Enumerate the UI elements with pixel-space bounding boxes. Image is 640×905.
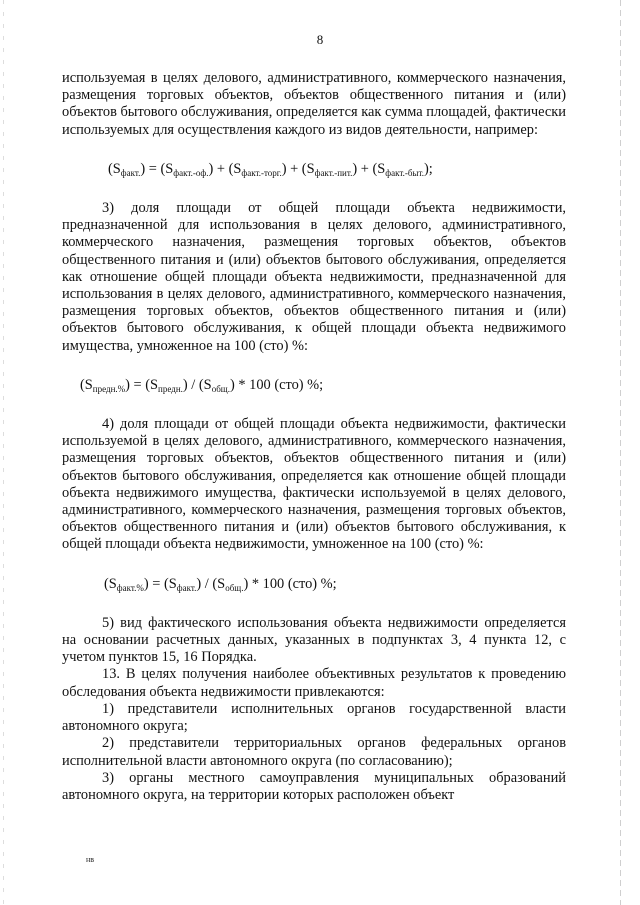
document-body: [62, 70, 566, 804]
paragraph-13-item-1: 1) представители исполнительных органов государственной власти автономного округа;: [62, 700, 566, 735]
scan-edge-left: [3, 0, 4, 905]
formula-actual-area-sum: $(S_{факт.}) = (S_{факт.-оф.}) + (S_{факт.-торг.}) + (S_{факт.-пит.}) + (S_{факт.-быт.})$;: [108, 160, 433, 178]
paragraph-13-item-3: 3) органы местного самоуправления муниципальных образований автономного округа, на территории которых расположен объект: [62, 769, 566, 803]
formula-intended-share: $(S_{предн.\%}) = (S_{предн.}) / (S_{общ.}) * 100$ (сто) %;: [80, 376, 324, 394]
paragraph-item-3: 3) доля площади от общей площади объекта недвижимости, предназначенной для использования в целях делового, административного, коммерческого назначения, размещения торговых объектов, объектов общественного питания и (или) объектов бытового обслуживания, определяется как отношение общей площади объекта недвижимости, предназначенной для использования в целях делового, административного, коммерческого назначения, размещения торговых объектов, объектов общественного питания и (или) объектов бытового обслуживания, к общей площади объекта недвижимого имущества, умноженное на 100 (сто) %:: [62, 200, 566, 354]
page-number: 8: [316, 32, 324, 47]
paragraph-item-5: 5) вид фактического использования объекта недвижимости определяется на основании расчетных данных, указанных в подпунктах 3, 4 пункта 12, с учетом пунктов 15, 16 Порядка.: [62, 614, 566, 666]
formula-actual-share: $(S_{факт.\%}) = (S_{факт.}) / (S_{общ.}) * 100$ (сто) %;: [104, 575, 337, 593]
scan-edge-right: [620, 0, 621, 905]
paragraph-13: 13. В целях получения наиболее объективных результатов к проведению обследования объекта недвижимости привлекаются:: [62, 666, 566, 700]
margin-initials: нв: [86, 855, 95, 864]
paragraph-continuation: используемая в целях делового, административного, коммерческого назначения, размещения торговых объектов, объектов общественного питания и (или) объектов бытового обслуживания, определяется как сумма площадей, фактически используемых для осуществления каждого из видов деятельности, например:: [62, 70, 566, 138]
paragraph-item-4: 4) доля площади от общей площади объекта недвижимости, фактически используемой в целях делового, административного, коммерческого назначения, размещения торговых объектов, объектов общественного питания и (или) объектов бытового обслуживания, определяется как отношение общей площади объекта недвижимого имущества, фактически используемой в целях делового, административного, коммерческого назначения, размещения торговых объектов, объектов общественного питания и (или) объектов бытового обслуживания, к общей площади объекта недвижимости, умноженное на 100 (сто) %:: [62, 416, 566, 553]
paragraph-13-item-2: 2) представители территориальных органов федеральных органов исполнительной власти автономного округа (по согласованию);: [62, 735, 566, 769]
